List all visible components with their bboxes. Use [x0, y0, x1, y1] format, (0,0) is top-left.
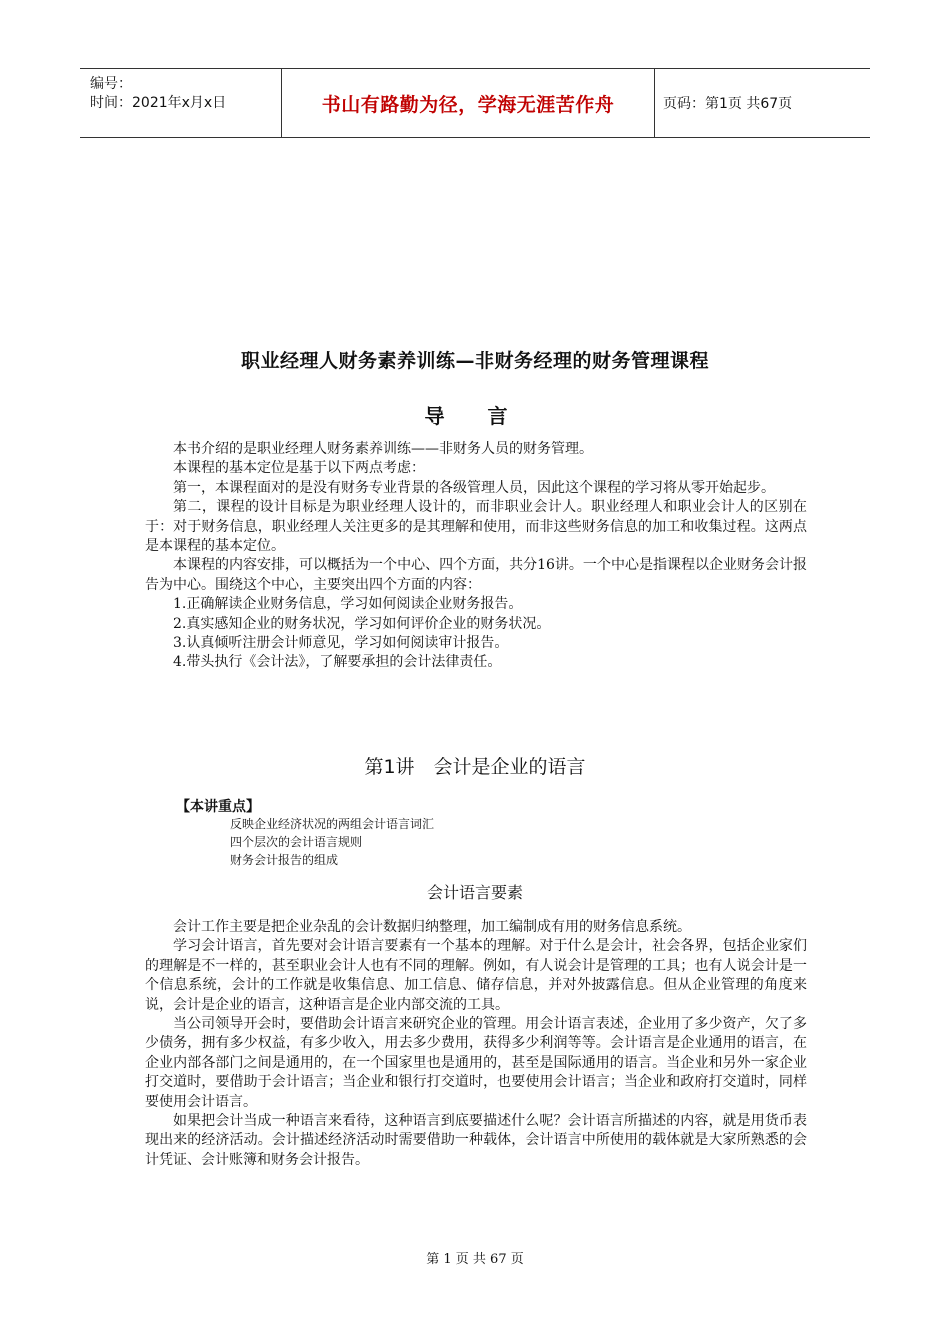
- intro-list-item: 4.带头执行《会计法》，了解要承担的会计法律责任。: [173, 654, 502, 671]
- header-meta: [80, 69, 282, 137]
- intro-paragraph: 第二，课程的设计目标是为职业经理人设计的，而非职业会计人。职业经理人和职业会计人的区别在于：对于财务信息，职业经理人关注更多的是其理解和使用，而非这些财务信息的加工和收集过程。这两点是本课程的基本定位。: [145, 499, 807, 555]
- intro-list-item: 1.正确解读企业财务信息，学习如何阅读企业财务报告。: [173, 596, 523, 613]
- intro-paragraph: 第一，本课程面对的是没有财务专业背景的各级管理人员，因此这个课程的学习将从零开始起步。: [173, 479, 775, 496]
- document-number-label: 编号：: [90, 76, 132, 92]
- document-date: 时间：2021年x月x日: [90, 95, 227, 111]
- intro-paragraph: 本课程的内容安排，可以概括为一个中心、四个方面，共分16讲。一个中心是指课程以企业财务会计报告为中心。围绕这个中心，主要突出四个方面的内容：: [145, 557, 807, 593]
- page-footer: 第 1 页 共 67 页: [426, 1252, 524, 1267]
- focus-item: 四个层次的会计语言规则: [230, 835, 363, 849]
- header-motto: 书山有路勤为径，学海无涯苦作舟: [282, 69, 655, 137]
- section-paragraph: 如果把会计当成一种语言来看待，这种语言到底要描述什么呢？会计语言所描述的内容，就是用货币表现出来的经济活动。会计描述经济活动时需要借助一种载体，会计语言中所使用的载体就是大家所熟悉的会计凭证、会计账簿和财务会计报告。: [145, 1113, 807, 1168]
- section-paragraph: 当公司领导开会时，要借助会计语言来研究企业的管理。用会计语言表述，企业用了多少资产，欠了多少债务，拥有多少权益，有多少收入，用去多少费用，获得多少利润等等。会计语言是企业通用的语言，在企业内部各部门之间是通用的，在一个国家里也是通用的，甚至是国际通用的语言。当企业和另外一家企业打交道时，要借助于会计语言；当企业和银行打交道时，也要使用会计语言；当企业和政府打交道时，同样要使用会计语言。: [145, 1016, 807, 1110]
- intro-list-item: 2.真实感知企业的财务状况，学习如何评价企业的财务状况。: [173, 615, 551, 632]
- intro-heading: 导 言: [424, 404, 526, 428]
- focus-list: [230, 815, 434, 869]
- intro-paragraph: 本书介绍的是职业经理人财务素养训练——非财务人员的财务管理。: [173, 441, 593, 457]
- header-page-info: 页码：第1页 共67页: [663, 96, 793, 112]
- focus-item: 反映企业经济状况的两组会计语言词汇: [230, 817, 435, 831]
- document-title: 职业经理人财务素养训练—非财务经理的财务管理课程: [240, 350, 709, 372]
- section-paragraph: 学习会计语言，首先要对会计语言要素有一个基本的理解。对于什么是会计，社会各界，包括企业家们的理解是不一样的，甚至职业会计人也有不同的理解。例如，有人说会计是管理的工具；也有人说会计是一个信息系统，会计的工作就是收集信息、加工信息、储存信息，并对外披露信息。但从企业管理的角度来说，会计是企业的语言，这种语言是企业内部交流的工具。: [145, 938, 807, 1013]
- section-paragraph: 会计工作主要是把企业杂乱的会计数据归纳整理，加工编制成有用的财务信息系统。: [173, 919, 691, 935]
- intro-list-item: 3.认真倾听注册会计师意见，学习如何阅读审计报告。: [173, 635, 509, 652]
- lecture-title: 第1讲 会计是企业的语言: [364, 756, 586, 778]
- intro-body: [145, 440, 807, 673]
- header-table: [80, 68, 870, 138]
- section-title: 会计语言要素: [426, 883, 523, 902]
- focus-item: 财务会计报告的组成: [230, 853, 339, 867]
- section-body: [145, 918, 807, 1170]
- intro-paragraph: 本课程的基本定位是基于以下两点考虑：: [173, 460, 425, 477]
- focus-label: 【本讲重点】: [176, 799, 260, 815]
